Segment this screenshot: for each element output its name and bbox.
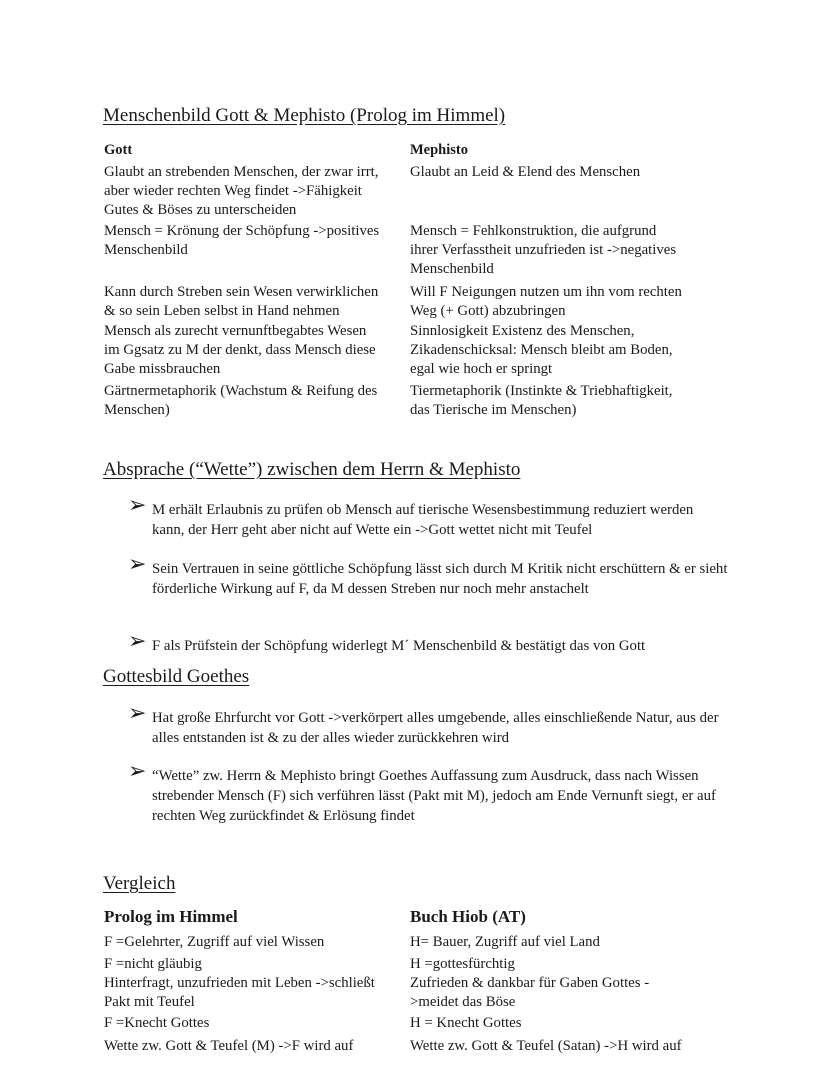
arrow-bullet-icon: ➢ (128, 552, 147, 577)
list-item-text: M erhält Erlaubnis zu prüfen ob Mensch auf tierische Wesensbestimmung reduziert werden kann, der Herr geht aber nicht auf Wette ein ->Gott wettet nicht mit Teufel (152, 502, 694, 538)
table-cell: H =gottesfürchtig Zufrieden & dankbar für Gaben Gottes - >meidet das Böse (410, 956, 650, 1010)
list-item (128, 629, 728, 656)
arrow-bullet-icon: ➢ (128, 759, 147, 784)
arrow-bullet-icon: ➢ (128, 629, 147, 654)
table-cell: Mensch = Krönung der Schöpfung ->positives Menschenbild (104, 223, 380, 258)
table-cell: H= Bauer, Zugriff auf viel Land (410, 934, 600, 950)
arrow-bullet-icon: ➢ (128, 493, 147, 518)
column-header-prolog: Prolog im Himmel (104, 907, 238, 926)
section-title-menschenbild: Menschenbild Gott & Mephisto (Prolog im Himmel) (103, 105, 506, 126)
list-item-text: Sein Vertrauen in seine göttliche Schöpfung lässt sich durch M Kritik nicht erschüttern & er sieht förderliche Wirkung auf F, da M dessen Streben nur noch mehr anstachelt (152, 561, 728, 597)
list-item (128, 759, 728, 826)
arrow-bullet-icon: ➢ (128, 701, 147, 726)
column-header-mephisto: Mephisto (410, 142, 468, 158)
table-cell: Will F Neigungen nutzen um ihn vom rechten Weg (+ Gott) abzubringen (410, 284, 682, 319)
column-header-gott: Gott (104, 142, 133, 158)
table-cell: H = Knecht Gottes (410, 1015, 522, 1031)
table-cell: Mensch = Fehlkonstruktion, die aufgrund ihrer Verfasstheit unzufrieden ist ->negatives Menschenbild (410, 223, 677, 277)
table-cell: Sinnlosigkeit Existenz des Menschen, Zikadenschicksal: Mensch bleibt am Boden, egal wie hoch er springt (410, 323, 673, 377)
table-cell: Kann durch Streben sein Wesen verwirklichen & so sein Leben selbst in Hand nehmen (104, 284, 379, 319)
column-header-hiob: Buch Hiob (AT) (410, 907, 526, 926)
list-item (128, 493, 728, 540)
table-cell: Mensch als zurecht vernunftbegabtes Wesen im Ggsatz zu M der denkt, dass Mensch diese Gabe missbrauchen (104, 323, 376, 377)
list-item (128, 701, 728, 748)
table-cell: Wette zw. Gott & Teufel (M) ->F wird auf (104, 1038, 354, 1054)
list-item-text: “Wette” zw. Herrn & Mephisto bringt Goethes Auffassung zum Ausdruck, dass nach Wissen strebender Mensch (F) sich verführen lässt (Pakt mit M), jedoch am Ende Vernunft siegt, er auf rechten Weg zurückfindet & Erlösung findet (152, 768, 716, 824)
section-title-absprache: Absprache (“Wette”) zwischen dem Herrn & Mephisto (103, 459, 521, 480)
table-cell: Glaubt an strebenden Menschen, der zwar irrt, aber wieder rechten Weg findet ->Fähigkeit Gutes & Böses zu unterscheiden (104, 164, 379, 218)
table-cell: F =Knecht Gottes (104, 1015, 210, 1031)
table-cell: Glaubt an Leid & Elend des Menschen (410, 164, 641, 180)
section-title-gottesbild: Gottesbild Goethes (103, 666, 250, 687)
list-item (128, 552, 728, 599)
section-title-vergleich: Vergleich (103, 873, 176, 894)
table-cell: F =nicht gläubig Hinterfragt, unzufrieden mit Leben ->schließt Pakt mit Teufel (104, 956, 375, 1010)
list-item-text: Hat große Ehrfurcht vor Gott ->verkörpert alles umgebende, alles einschließende Natur, aus der alles entstanden ist & zu der alles wieder zurückkehren wird (152, 710, 719, 746)
table-cell: Gärtnermetaphorik (Wachstum & Reifung des Menschen) (104, 383, 378, 418)
table-cell: F =Gelehrter, Zugriff auf viel Wissen (104, 934, 325, 950)
list-item-text: F als Prüfstein der Schöpfung widerlegt M´ Menschenbild & bestätigt das von Gott (152, 638, 646, 654)
table-cell: Tiermetaphorik (Instinkte & Triebhaftigkeit, das Tierische im Menschen) (410, 383, 673, 418)
table-cell: Wette zw. Gott & Teufel (Satan) ->H wird auf (410, 1038, 682, 1054)
